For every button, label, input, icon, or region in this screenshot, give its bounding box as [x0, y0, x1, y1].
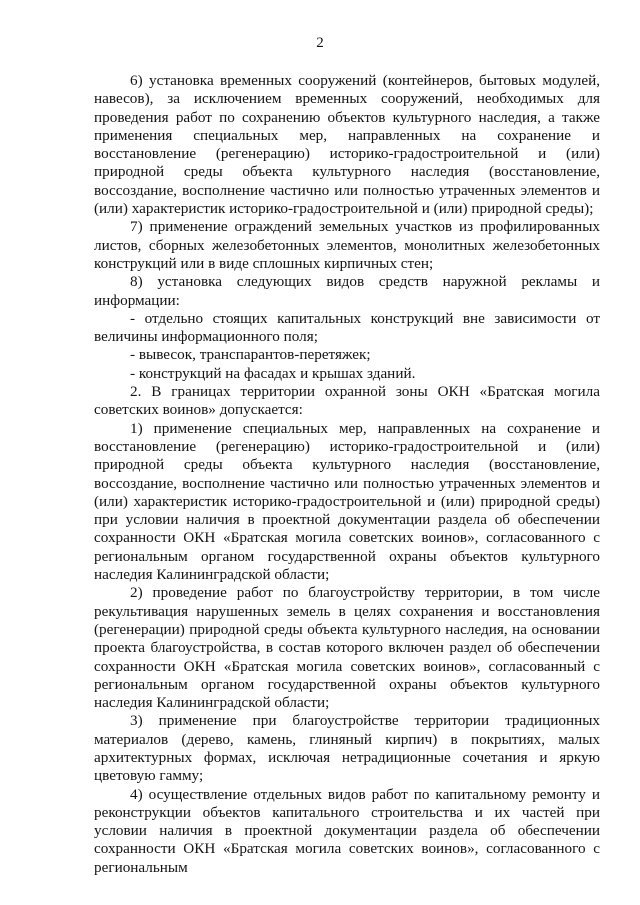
paragraph-item-6: 6) установка временных сооружений (контейнеров, бытовых модулей, навесов), за исключением временных сооружений, необходимых для проведения работ по сохранению объектов культурного наследия, а также применения специальных мер, направленных на сохранение и восстановление (регенерацию) историко-градостроительной и (или) природной среды объекта культурного наследия (восстановление, воссоздание, восполнение частично или полностью утраченных элементов и (или) характеристик историко-градостроительной и (или) природной среды); [94, 72, 600, 218]
paragraph-subitem-freestanding: - отдельно стоящих капитальных конструкций вне зависимости от величины информационного поля; [94, 309, 600, 346]
page-number: 2 [316, 35, 324, 51]
paragraph-section-2-item-3: 3) применение при благоустройстве территории традиционных материалов (дерево, камень, глиняный кирпич) в покрытиях, малых архитектурных формах, исключая нетрадиционные сочетания и яркую цветовую гамму; [94, 712, 600, 785]
paragraph-section-2: 2. В границах территории охранной зоны ОКН «Братская могила советских воинов» допускается: [94, 383, 600, 419]
document-body [94, 72, 600, 877]
paragraph-section-2-item-4: 4) осуществление отдельных видов работ по капитальному ремонту и реконструкции объектов капитального строительства и их частей при условии наличия в проектной документации раздела об обеспечении сохранности ОКН «Братская могила советских воинов», согласованного с региональным [94, 785, 600, 876]
paragraph-item-8: 8) установка следующих видов средств наружной рекламы и информации: [94, 273, 600, 309]
paragraph-subitem-signs: - вывесок, транспарантов-перетяжек; [130, 346, 371, 364]
paragraph-section-2-item-2: 2) проведение работ по благоустройству территории, в том числе рекультивация нарушенных земель в целях сохранения и восстановления (регенерации) природной среды объекта культурного наследия, на основании проекта благоустройства, в состав которого включен раздел об обеспечении сохранности ОКН «Братская могила советских воинов», согласованный с региональным органом государственной охраны объектов культурного наследия Калининградской области; [94, 584, 600, 712]
paragraph-subitem-facades: - конструкций на фасадах и крышах зданий. [130, 364, 416, 382]
paragraph-section-2-item-1: 1) применение специальных мер, направленных на сохранение и восстановление (регенерацию) историко-градостроительной и (или) природной среды объекта культурного наследия (восстановление, воссоздание, восполнение частично или полностью утраченных элементов и (или) характеристик историко-градостроительной и (или) природной среды) при условии наличия в проектной документации раздела об обеспечении сохранности ОКН «Братская могила советских воинов», согласованного с региональным органом государственной охраны объектов культурного наследия Калининградской области; [94, 419, 600, 584]
paragraph-item-7: 7) применение ограждений земельных участков из профилированных листов, сборных железобетонных элементов, монолитных железобетонных конструкций или в виде сплошных кирпичных стен; [94, 218, 600, 272]
